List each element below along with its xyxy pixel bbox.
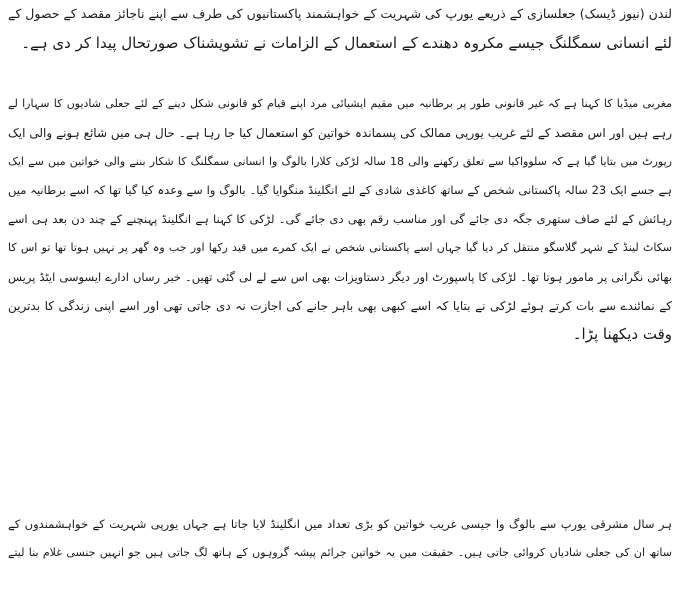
text-line: وقت دیکھنا پڑا۔: [572, 325, 672, 344]
text-line: لندن (نیوز ڈیسک) جعلسازی کے ذریعے یورپ کی شہریت کے خواہشمند پاکستانیوں کی طرف سے اپنے ناجائز مقصد کے حصول کے: [8, 6, 672, 21]
text-line: ہے جسے ایک 23 سالہ پاکستانی شخص کے ساتھ کاغذی شادی کے لئے انگلینڈ منگوایا گیا۔ بالوگ وا سے وعدہ کیا گیا تھا کہ اسے برطانیہ میں: [8, 183, 672, 198]
paragraph-intro: [8, 0, 672, 58]
text-line: بھائی نگرانی پر مامور ہوتا تھا۔ لڑکی کا پاسپورٹ اور دیگر دستاویزات بھی اس سے لے لی گئی تھیں۔ خبر رساں ادارے ایسوسی ایٹڈ پریس: [8, 269, 672, 284]
paragraph-annual: [8, 510, 672, 568]
paragraph-report: [8, 90, 672, 349]
text-line: رہائش کے لئے صاف ستھری جگہ دی جائے گی اور مناسب رقم بھی دی جائے گی۔ لڑکی کا کہنا ہے انگلینڈ پہنچنے کے چند دن بعد ہی اسے: [8, 212, 672, 227]
text-line: مغربی میڈیا کا کہنا ہے کہ غیر قانونی طور پر برطانیہ میں مقیم ایشیائی مرد اپنے قیام کو قانونی شکل دینے کے لئے جعلی شادیوں کا سہارا لے: [8, 97, 672, 110]
text-line: سکاٹ لینڈ کے شہر گلاسگو منتقل کر دیا گیا جہاں اسے پاکستانی شخص نے ایک کمرے میں قید رکھا اور جب وہ گھر پر نہیں ہوتا تھا تو اس کا: [8, 240, 672, 254]
text-line: رپورٹ میں بتایا گیا ہے کہ سلوواکیا سے تعلق رکھنے والی 18 سالہ لڑکی کلارا بالوگ وا انسانی سمگلنگ کا شکار بننے والی خواتین میں سے ایک: [8, 154, 672, 168]
text-line: کے نمائندے سے بات کرتے ہوئے لڑکی نے بتایا کہ اسے کبھی بھی باہر جانے کی اجازت نہ دی جاتی تھی اور اسے اپنی زندگی کا بدترین: [8, 298, 672, 313]
text-line: رہے ہیں اور اس مقصد کے لئے غریب یورپی ممالک کی پسماندہ خواتین کو استعمال کیا جا رہا ہے۔ حال ہی میں شائع ہونے والی ایک: [8, 125, 672, 140]
text-line: ہر سال مشرقی یورپ سے بالوگ وا جیسی غریب خواتین کو بڑی تعداد میں انگلینڈ لایا جاتا ہے جہاں یورپی شہریت کے خواہشمندوں کے: [8, 517, 672, 531]
text-line: لئے انسانی سمگلنگ جیسے مکروہ دھندے کے استعمال کے الزامات نے تشویشناک صورتحال پیدا کر دی ہے۔: [21, 33, 672, 52]
text-line: ساتھ ان کی جعلی شادیاں کروائی جاتی ہیں۔ حقیقت میں یہ خواتین جرائم پیشہ گروہوں کے ہاتھ لگ جاتی ہیں جو انہیں جنسی غلام بنا لیتے: [8, 545, 672, 559]
